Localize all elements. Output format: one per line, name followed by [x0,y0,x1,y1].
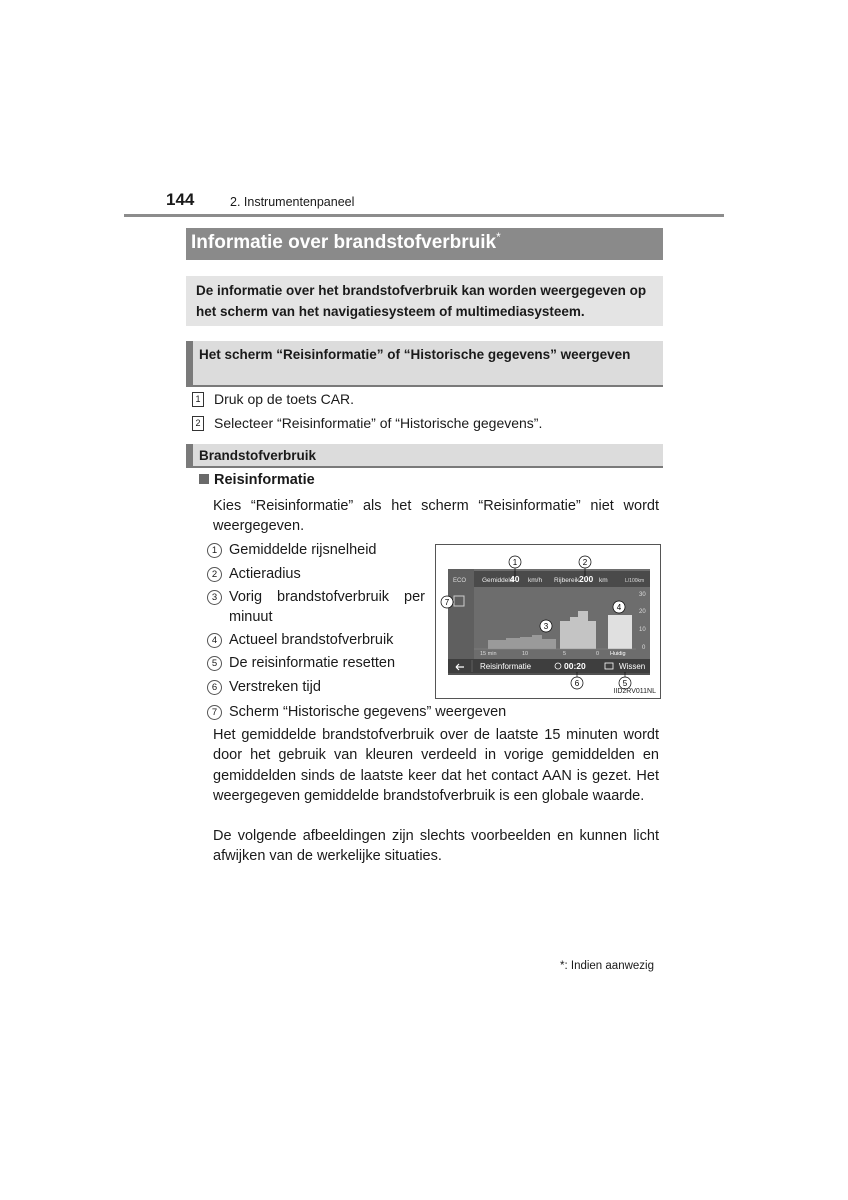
list-item [207,630,393,650]
page-title [191,232,501,254]
header-divider [124,214,724,217]
square-bullet-icon [199,474,209,484]
avg-speed-unit: km/h [528,577,543,584]
bar-previous [532,635,542,649]
footer-title: Reisinformatie [480,662,532,671]
list-item-text: Actueel brandstofverbruik [229,632,394,648]
title-footnote-marker: * [496,230,501,244]
y-tick: 0 [642,645,646,651]
page-number: 144 [166,190,195,209]
x-tick: 5 [563,651,567,657]
bar-previous [488,640,506,649]
circled-number: 4 [207,633,222,648]
list-item [207,677,321,697]
x-tick: 15 min [480,651,497,657]
list-item [207,702,506,722]
section-heading-screen [186,341,663,387]
footnote [560,960,654,972]
section-heading-fuel: Brandstofverbruik [186,444,663,468]
elapsed-time: 00:20 [564,661,586,671]
svg-text:3: 3 [543,622,549,631]
list-item-text: Actieradius [229,566,301,582]
range-unit: km [599,577,608,584]
y-tick: 10 [639,627,646,633]
svg-text:2: 2 [582,558,588,567]
list-item-text: Gemiddelde rijsnelheid [229,542,377,558]
paragraph-disclaimer: De volgende afbeeldingen zijn slechts voorbeelden en kunnen licht afwijken van de werkelijke situaties. [213,828,659,865]
step-number: 2 [192,416,204,431]
y-tick: 30 [639,592,646,598]
subheading [199,472,315,488]
circled-number: 6 [207,680,222,695]
list-item-text: Verstreken tijd [229,679,321,695]
subheading-text: Reisinformatie [214,472,315,488]
section-title-bar [186,228,663,260]
step-text: Selecteer “Reisinformatie” of “Historische gegevens”. [214,415,543,431]
list-item-text: Vorig brandstofverbruik per minuut [229,589,425,625]
range-label: Rijbereik [554,577,580,584]
history-icon-label: ECO [453,578,467,584]
list-item [207,564,301,584]
x-tick: 0 [596,651,600,657]
bar-current [608,615,632,649]
avg-speed-label: Gemiddeld [482,577,514,584]
circled-number: 1 [207,543,222,558]
svg-text:1: 1 [512,558,518,567]
svg-text:5: 5 [622,679,628,688]
intro-box: De informatie over het brandstofverbruik kan worden weergegeven op het scherm van het navigatiesysteem of multimediasysteem. [186,276,663,326]
callout-3 [540,620,552,632]
callout-4 [613,601,625,613]
list-item [207,653,395,673]
svg-text:6: 6 [574,679,580,688]
list-item-text: Scherm “Historische gegevens” weergeven [229,704,507,720]
reset-label: Wissen [619,662,646,671]
svg-text:7: 7 [444,598,450,607]
list-item [207,540,377,560]
bar-since-start [560,621,570,649]
page-title-text: Informatie over brandstofverbruik [191,232,497,253]
chapter-title: 2. Instrumentenpaneel [230,195,355,209]
footnote-marker: * [560,960,565,972]
bar-since-start [588,621,596,649]
step-1 [192,391,354,407]
list-item-text: De reisinformatie resetten [229,655,396,671]
y-tick: 20 [639,609,646,615]
figure-code: IID2RV011NL [613,688,656,695]
step-2 [192,415,542,431]
svg-text:4: 4 [616,603,622,612]
step-number: 1 [192,392,204,407]
now-label: Huidig [610,651,626,657]
circled-number: 7 [207,705,222,720]
subsection-intro: Kies “Reisinformatie” als het scherm “Reisinformatie” niet wordt weergegeven. [213,498,659,535]
bar-previous [506,638,520,649]
bar-previous [542,639,556,649]
bar-since-start [570,617,578,649]
circled-number: 3 [207,590,222,605]
range-value: 200 [579,574,594,584]
list-item [207,587,425,627]
step-text: Druk op de toets CAR. [214,391,355,407]
footnote-text: : Indien aanwezig [564,960,654,972]
bar-previous [520,637,532,649]
circled-number: 5 [207,656,222,671]
section-heading-text: Het scherm “Reisinformatie” of “Historische gegevens” weergeven [199,347,631,362]
circled-number: 2 [207,567,222,582]
avg-speed-value: 40 [510,574,520,584]
paragraph-averages: Het gemiddelde brandstofverbruik over de laatste 15 minuten wordt door het gebruik van kleuren verdeeld in vorige gemiddelden en gemiddelden sinds de laatste keer dat het contact AAN is gezet. Het weergegeven gemiddelde brandstofverbruik is een globale waarde. [213,727,659,804]
trip-info-figure [435,544,661,699]
consumption-unit-label: L/100km [625,578,645,584]
x-tick: 10 [522,651,529,657]
bar-since-start [578,611,588,649]
